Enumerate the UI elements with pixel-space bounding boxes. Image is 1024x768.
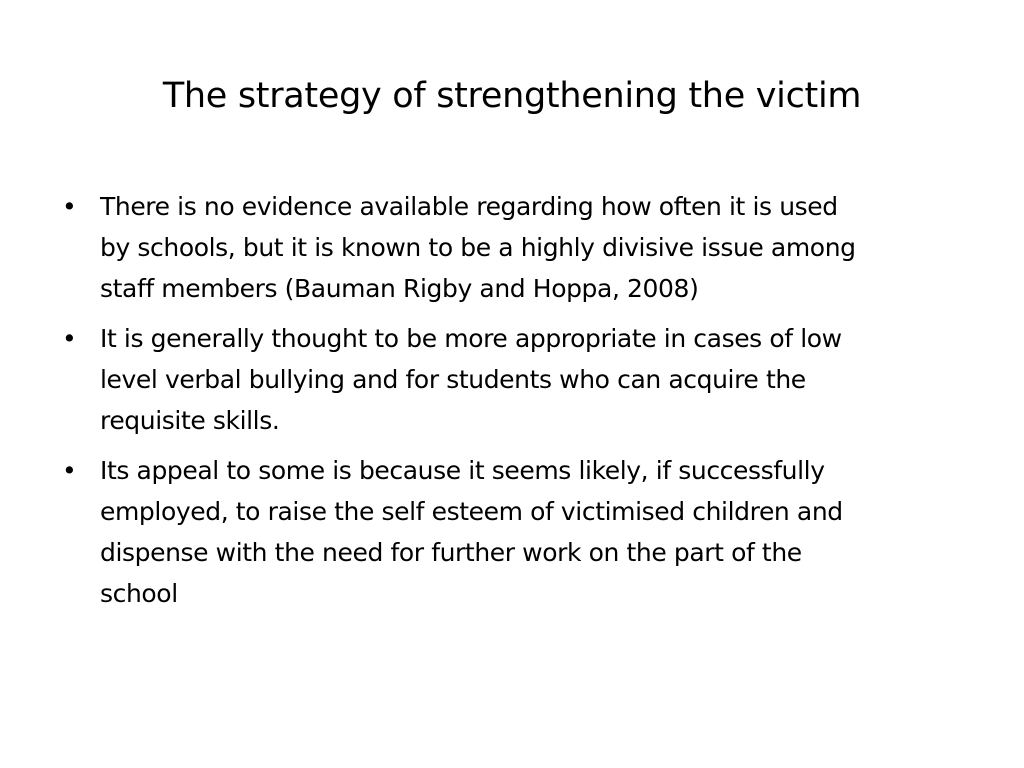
bullet-icon: •: [62, 192, 77, 221]
bullet-text-line: by schools, but it is known to be a highly divisive issue among: [100, 233, 856, 262]
bullet-item: [62, 186, 962, 309]
bullet-text-line: Its appeal to some is because it seems likely, if successfully: [100, 456, 825, 485]
bullet-text-line: dispense with the need for further work on the part of the: [100, 538, 802, 567]
bullet-text-line: employed, to raise the self esteem of victimised children and: [100, 497, 843, 526]
bullet-text-line: There is no evidence available regarding how often it is used: [100, 192, 838, 221]
bullet-text-line: school: [100, 579, 178, 608]
bullet-item: [62, 318, 962, 441]
slide-title: The strategy of strengthening the victim: [162, 76, 862, 116]
bullet-icon: •: [62, 324, 77, 353]
bullet-icon: •: [62, 456, 77, 485]
bullet-item: [62, 450, 962, 614]
bullet-text-line: staff members (Bauman Rigby and Hoppa, 2008): [100, 274, 699, 303]
bullet-text-line: level verbal bullying and for students who can acquire the: [100, 365, 806, 394]
bullet-text-line: requisite skills.: [100, 406, 280, 435]
bullet-list: [62, 186, 962, 623]
bullet-text-line: It is generally thought to be more appropriate in cases of low: [100, 324, 842, 353]
